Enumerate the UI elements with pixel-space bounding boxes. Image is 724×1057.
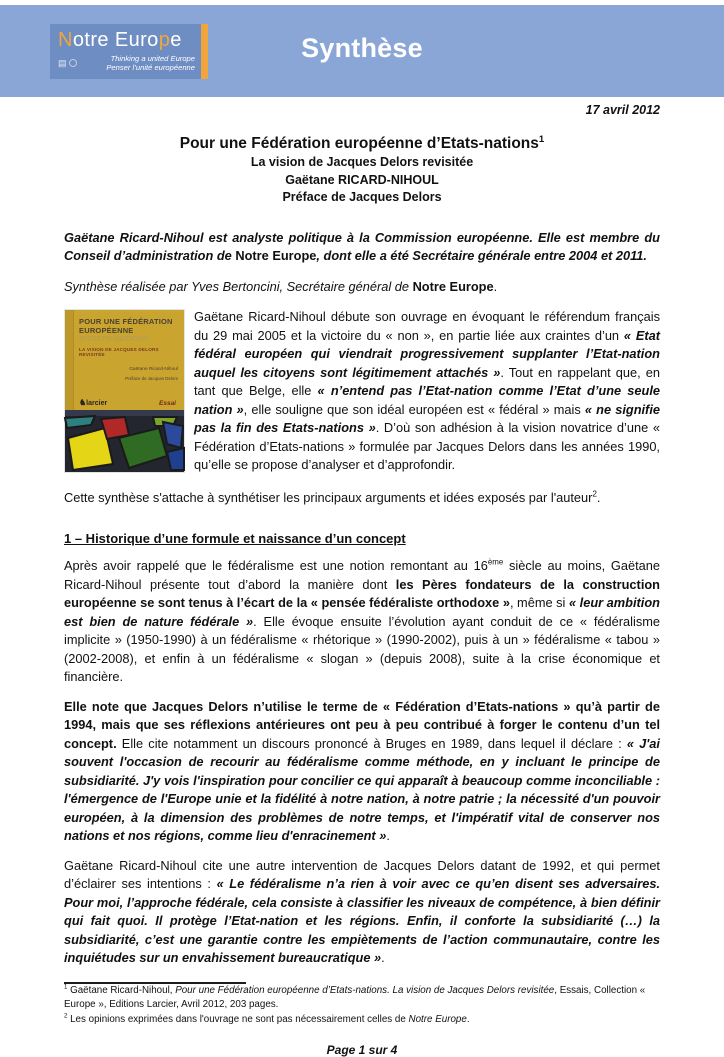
cover-collection: Essai — [159, 400, 176, 407]
publisher-logo: ♞larcier — [79, 398, 108, 407]
synthese-banner-title: Synthèse — [301, 33, 423, 63]
logo-tagline-en: Thinking a united Europe — [110, 54, 195, 63]
cover-author: Gaëtane Ricard-Nihoul — [129, 366, 178, 372]
book-cover-image — [65, 310, 184, 472]
doc-title: Pour une Fédération européenne d’Etats-nations$^1$ — [179, 133, 545, 152]
footnote-2: $^2$ Les opinions exprimées dans l'ouvrage ne sont pas nécessairement celles de Notre Europe. — [64, 1013, 470, 1025]
book-spine — [65, 310, 74, 410]
author-bio-paragraph: Gaëtane Ricard-Nihoul est analyste politique à la Commission européenne. Elle est membre du Conseil d’administration de Notre Europe, dont elle a été Secrétaire générale entre 2004 et 2011. — [64, 229, 660, 263]
cover-preface: Préface de Jacques Delors — [125, 375, 178, 381]
larcier-mark-icon: ♞ — [79, 398, 87, 407]
page-number: Page 1 sur 4 — [326, 1043, 398, 1057]
header-banner — [0, 5, 724, 97]
logo-tagline-fr: Penser l’unité européenne — [106, 63, 195, 72]
cover-title-line1: POUR UNE FÉDÉRATION — [79, 317, 173, 326]
book-section — [64, 308, 660, 475]
cover-title-line2: EUROPÉENNE — [79, 325, 134, 335]
synthese-credit-paragraph: Synthèse réalisée par Yves Bertoncini, Secrétaire général de Notre Europe. — [64, 278, 498, 294]
document-icon: ▤ — [58, 57, 67, 68]
section-1-paragraph-1: Après avoir rappelé que le fédéralisme est une notion remontant au 16ème siècle au moins, Gaëtane Ricard-Nihoul présente tout d’abord la manière dont les Pères fondateurs de la construction européenne se sont tenus à l’écart de la « pensée fédéraliste orthodoxe », même si « leur ambition est bien de nature fédérale ». Elle évoque ensuite l’évolution ayant conduit de ce « fédéralisme implicite » (1950-1990) à un fédéralisme « rhétorique » (1990-2002), puis à un » fédéralisme « tabou » (2002-2008), et enfin à un fédéralisme « slogan » (depuis 2008), suite à la crise économique et financière. — [64, 557, 661, 684]
doc-title-block — [64, 133, 660, 207]
cover-title-line3: D’ETATS-NATIONS — [79, 334, 149, 343]
logo-wordmark: Notre Europe — [58, 29, 182, 51]
date-line: 17 avril 2012 — [585, 103, 660, 117]
section-1-paragraph-3: Gaëtane Ricard-Nihoul cite une autre intervention de Jacques Delors datant de 1992, et qui permet d’éclairer ses intentions : « Le fédéralisme n’a rien à voir avec ce qu’en disent ses adversaires. Pour moi, l’approche fédérale, cela consiste à classifier les niveaux de compétence, à bien définir qui fait quoi. Il protège l’Etat-nation et les régions. Enfin, il conforte la subsidiarité (…) la subsidiarité, c’est une garantie contre les empiètements de l’action communautaire, contre les inquiétudes sur un envahissement bureaucratique ». — [64, 857, 661, 965]
doc-subtitle-preface: Préface de Jacques Delors — [282, 190, 442, 204]
synthese-scope-paragraph: Cette synthèse s'attache à synthétiser les principaux arguments et idées exposés par l'auteur$^2$. — [64, 489, 601, 505]
footnote-1: $^1$ Gaëtane Ricard-Nihoul, Pour une Fédération européenne d’Etats-nations. La vision de Jacques Delors revisitée, Essais, Collection « Europe », Editions Larcier, Avril 2012, 203 pages. — [64, 984, 646, 1010]
cover-subtitle: LA VISION DE JACQUES DELORS REVISITÉE — [79, 346, 159, 357]
book-overview-paragraph: Gaëtane Ricard-Nihoul débute son ouvrage en évoquant le référendum français du 29 mai 2005 et la victoire du « non », en partie liée aux craintes d’un « Etat fédéral européen qui viendrait progressivement supplanter l’Etat-nation auquel les citoyens sont légitimement attachés ». Tout en rappelant que, en tant que Belge, elle « n’entend pas l’Etat-nation comme l’Etat d’une seule nation », elle souligne que son idéal européen est « fédéral » mais « ne signifie pas la fin des Etats-nations ». D’où son adhésion à la vision novatrice d’une « Fédération d’Etats-nations » formulée par Jacques Delors dans les années 1990, qu’elle se propose d’analyser et d’approfondir. — [194, 309, 661, 472]
page-content — [64, 97, 660, 1057]
doc-subtitle-author: Gaëtane RICARD-NIHOUL — [285, 172, 439, 187]
stained-glass-artwork — [65, 416, 184, 472]
doc-subtitle-vision: La vision de Jacques Delors revisitée — [250, 155, 474, 169]
section-1-heading: 1 – Historique d’une formule et naissance d’un concept — [64, 531, 406, 546]
section-1-paragraph-2: Elle note que Jacques Delors n’utilise le terme de « Fédération d’Etats-nations » qu’à partir de 1994, mais que ses réflexions antérieures ont peu à peu contribué à forger le contenu d’un tel concept. Elle cite notamment un discours prononcé à Bruges en 1989, dans lequel il déclare : « J'ai souvent l'occasion de recourir au fédéralisme comme méthode, en y incluant le principe de subsidiarité. J'y vois l'inspiration pour concilier ce qui apparaît à beaucoup comme inconciliable : l'émergence de l'Europe unie et la fidélité à notre nation, à notre patrie ; la nécessité d'un pouvoir européen, à la dimension des problèmes de notre temps, et l'impératif vital de conserver nos nations et nos régions, comme lieu d'enracinement ». — [64, 698, 660, 843]
